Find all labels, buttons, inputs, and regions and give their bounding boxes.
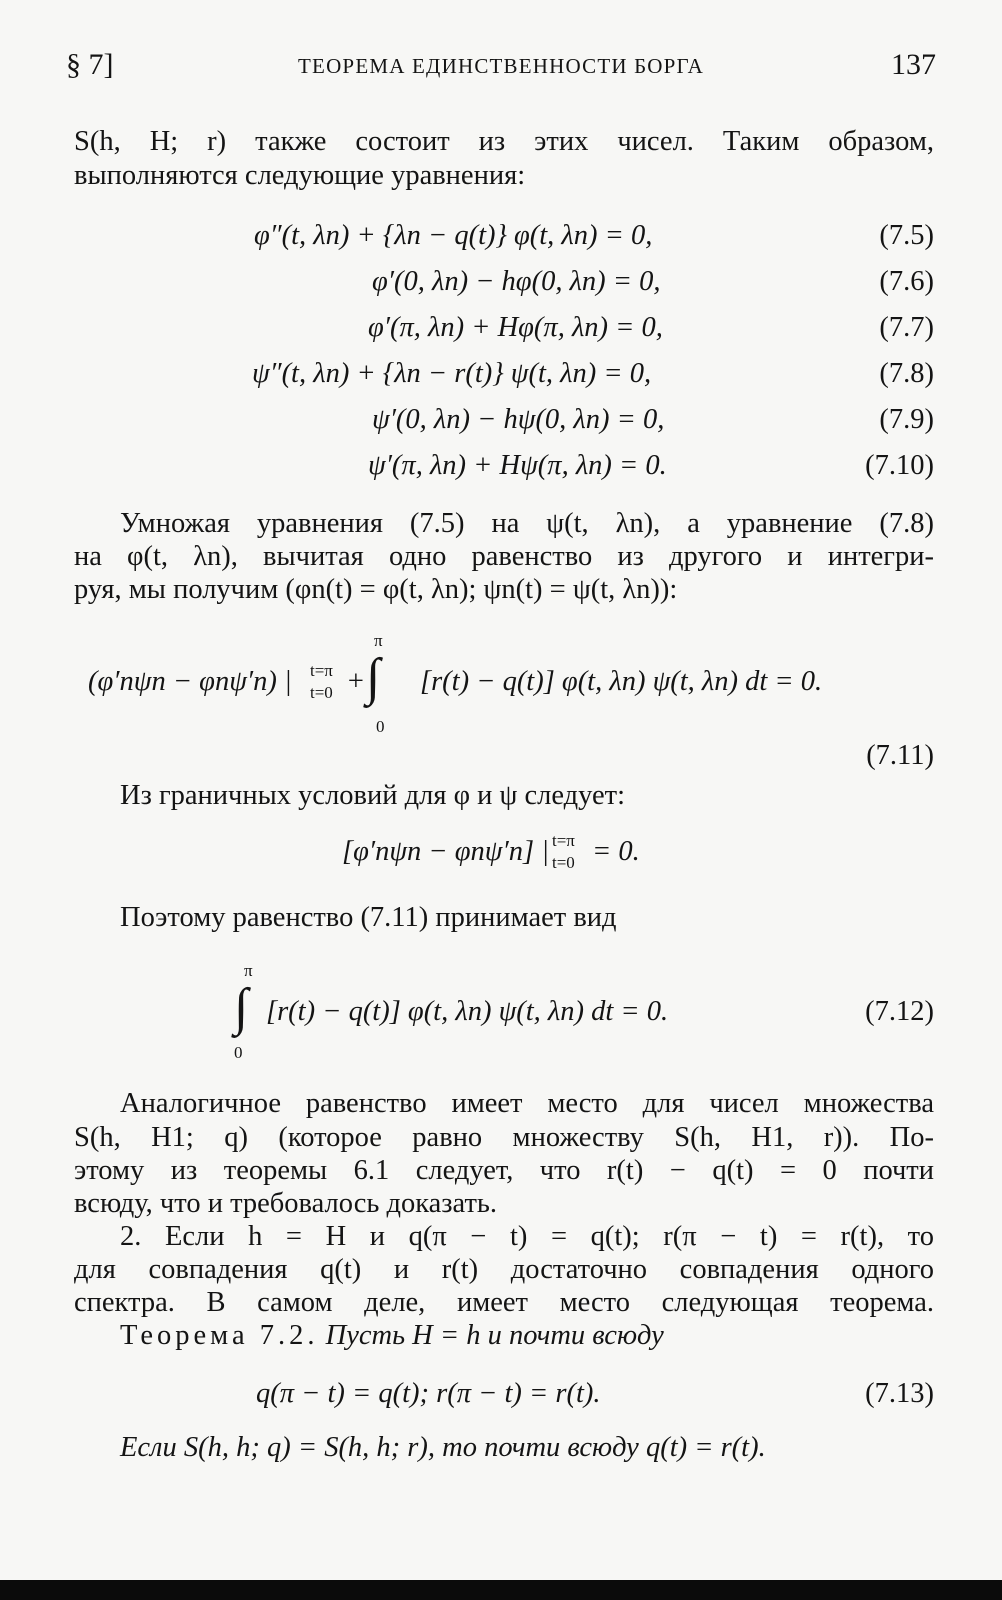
equation-number: (7.5) <box>879 220 934 251</box>
equation-7-9: ψ′(0, λn) − hψ(0, λn) = 0, <box>372 404 665 435</box>
integral-upper-limit: π <box>374 631 383 650</box>
text-line: спектра. В самом деле, имеет место следующая теорема. <box>74 1287 934 1318</box>
equation-7-7: φ′(π, λn) + Hφ(π, λn) = 0, <box>368 312 663 343</box>
equation-number: (7.6) <box>879 266 934 297</box>
plus-sign: + <box>346 666 366 697</box>
equation-7-6: φ′(0, λn) − hφ(0, λn) = 0, <box>372 266 661 297</box>
text-line: на φ(t, λn), вычитая одно равенство из другого и интегри- <box>74 541 934 572</box>
text-line: руя, мы получим (φn(t) = φ(t, λn); ψn(t) = ψ(t, λn)): <box>74 574 678 605</box>
integral-sign-icon: ∫ <box>234 979 249 1036</box>
text-line: Умножая уравнения (7.5) на ψ(t, λn), а уравнение (7.8) <box>120 508 934 539</box>
text-line: Аналогичное равенство имеет место для чисел множества <box>120 1088 934 1119</box>
theorem-label: Теорема 7.2. <box>120 1320 319 1351</box>
scan-edge-bar <box>0 1580 1002 1600</box>
integral-sign-icon: ∫ <box>366 649 381 706</box>
integral-lower-limit: 0 <box>376 717 385 736</box>
text-line: S(h, H; r) также состоит из этих чисел. Таким образом, <box>74 126 934 157</box>
equation-number: (7.12) <box>865 996 934 1027</box>
limit-upper: t=π <box>310 661 333 680</box>
boundary-equation-left: [φ′nψn − φnψ′n] | <box>342 836 550 867</box>
equation-7-8: ψ″(t, λn) + {λn − r(t)} ψ(t, λn) = 0, <box>252 358 652 389</box>
text-line: Из граничных условий для φ и ψ следует: <box>120 780 626 811</box>
equation-7-12: [r(t) − q(t)] φ(t, λn) ψ(t, λn) dt = 0. <box>266 996 669 1027</box>
theorem-text: Пусть H = h и почти всюду <box>325 1320 664 1351</box>
text-line: всюду, что и требовалось доказать. <box>74 1188 498 1219</box>
equation-number: (7.10) <box>865 450 934 481</box>
theorem-conclusion: Если S(h, h; q) = S(h, h; r), то почти всюду q(t) = r(t). <box>120 1432 766 1463</box>
text-line: S(h, H1; q) (которое равно множеству S(h, H1, r)). По- <box>74 1122 934 1153</box>
equation-number: (7.7) <box>879 312 934 343</box>
equation-number: (7.11) <box>866 740 934 771</box>
equation-7-11-left: (φ′nψn − φnψ′n) | <box>88 666 292 697</box>
running-header <box>66 48 936 88</box>
running-title: ТЕОРЕМА ЕДИНСТВЕННОСТИ БОРГА <box>298 54 704 78</box>
text-line: для совпадения q(t) и r(t) достаточно совпадения одного <box>74 1254 934 1285</box>
text-line: Поэтому равенство (7.11) принимает вид <box>120 902 617 933</box>
limit-lower: t=0 <box>310 683 333 702</box>
page-number: 137 <box>891 48 936 81</box>
section-marker: § 7] <box>66 48 114 81</box>
boundary-equation-right: = 0. <box>592 836 640 867</box>
equation-7-10: ψ′(π, λn) + Hψ(π, λn) = 0. <box>368 450 667 481</box>
equation-number: (7.8) <box>879 358 934 389</box>
limit-upper: t=π <box>552 831 575 850</box>
equation-number: (7.9) <box>879 404 934 435</box>
equation-7-13: q(π − t) = q(t); r(π − t) = r(t). <box>256 1378 601 1409</box>
equation-7-5: φ″(t, λn) + {λn − q(t)} φ(t, λn) = 0, <box>254 220 653 251</box>
integral-upper-limit: π <box>244 961 253 980</box>
theorem-heading <box>120 1322 664 1351</box>
text-line: этому из теоремы 6.1 следует, что r(t) − q(t) = 0 почти <box>74 1155 934 1186</box>
equation-number: (7.13) <box>865 1378 934 1409</box>
limit-lower: t=0 <box>552 853 575 872</box>
text-line: 2. Если h = H и q(π − t) = q(t); r(π − t) = r(t), то <box>120 1221 934 1252</box>
integral-lower-limit: 0 <box>234 1043 243 1062</box>
text-line: выполняются следующие уравнения: <box>74 160 526 191</box>
equation-7-11-integrand: [r(t) − q(t)] φ(t, λn) ψ(t, λn) dt = 0. <box>420 666 823 697</box>
